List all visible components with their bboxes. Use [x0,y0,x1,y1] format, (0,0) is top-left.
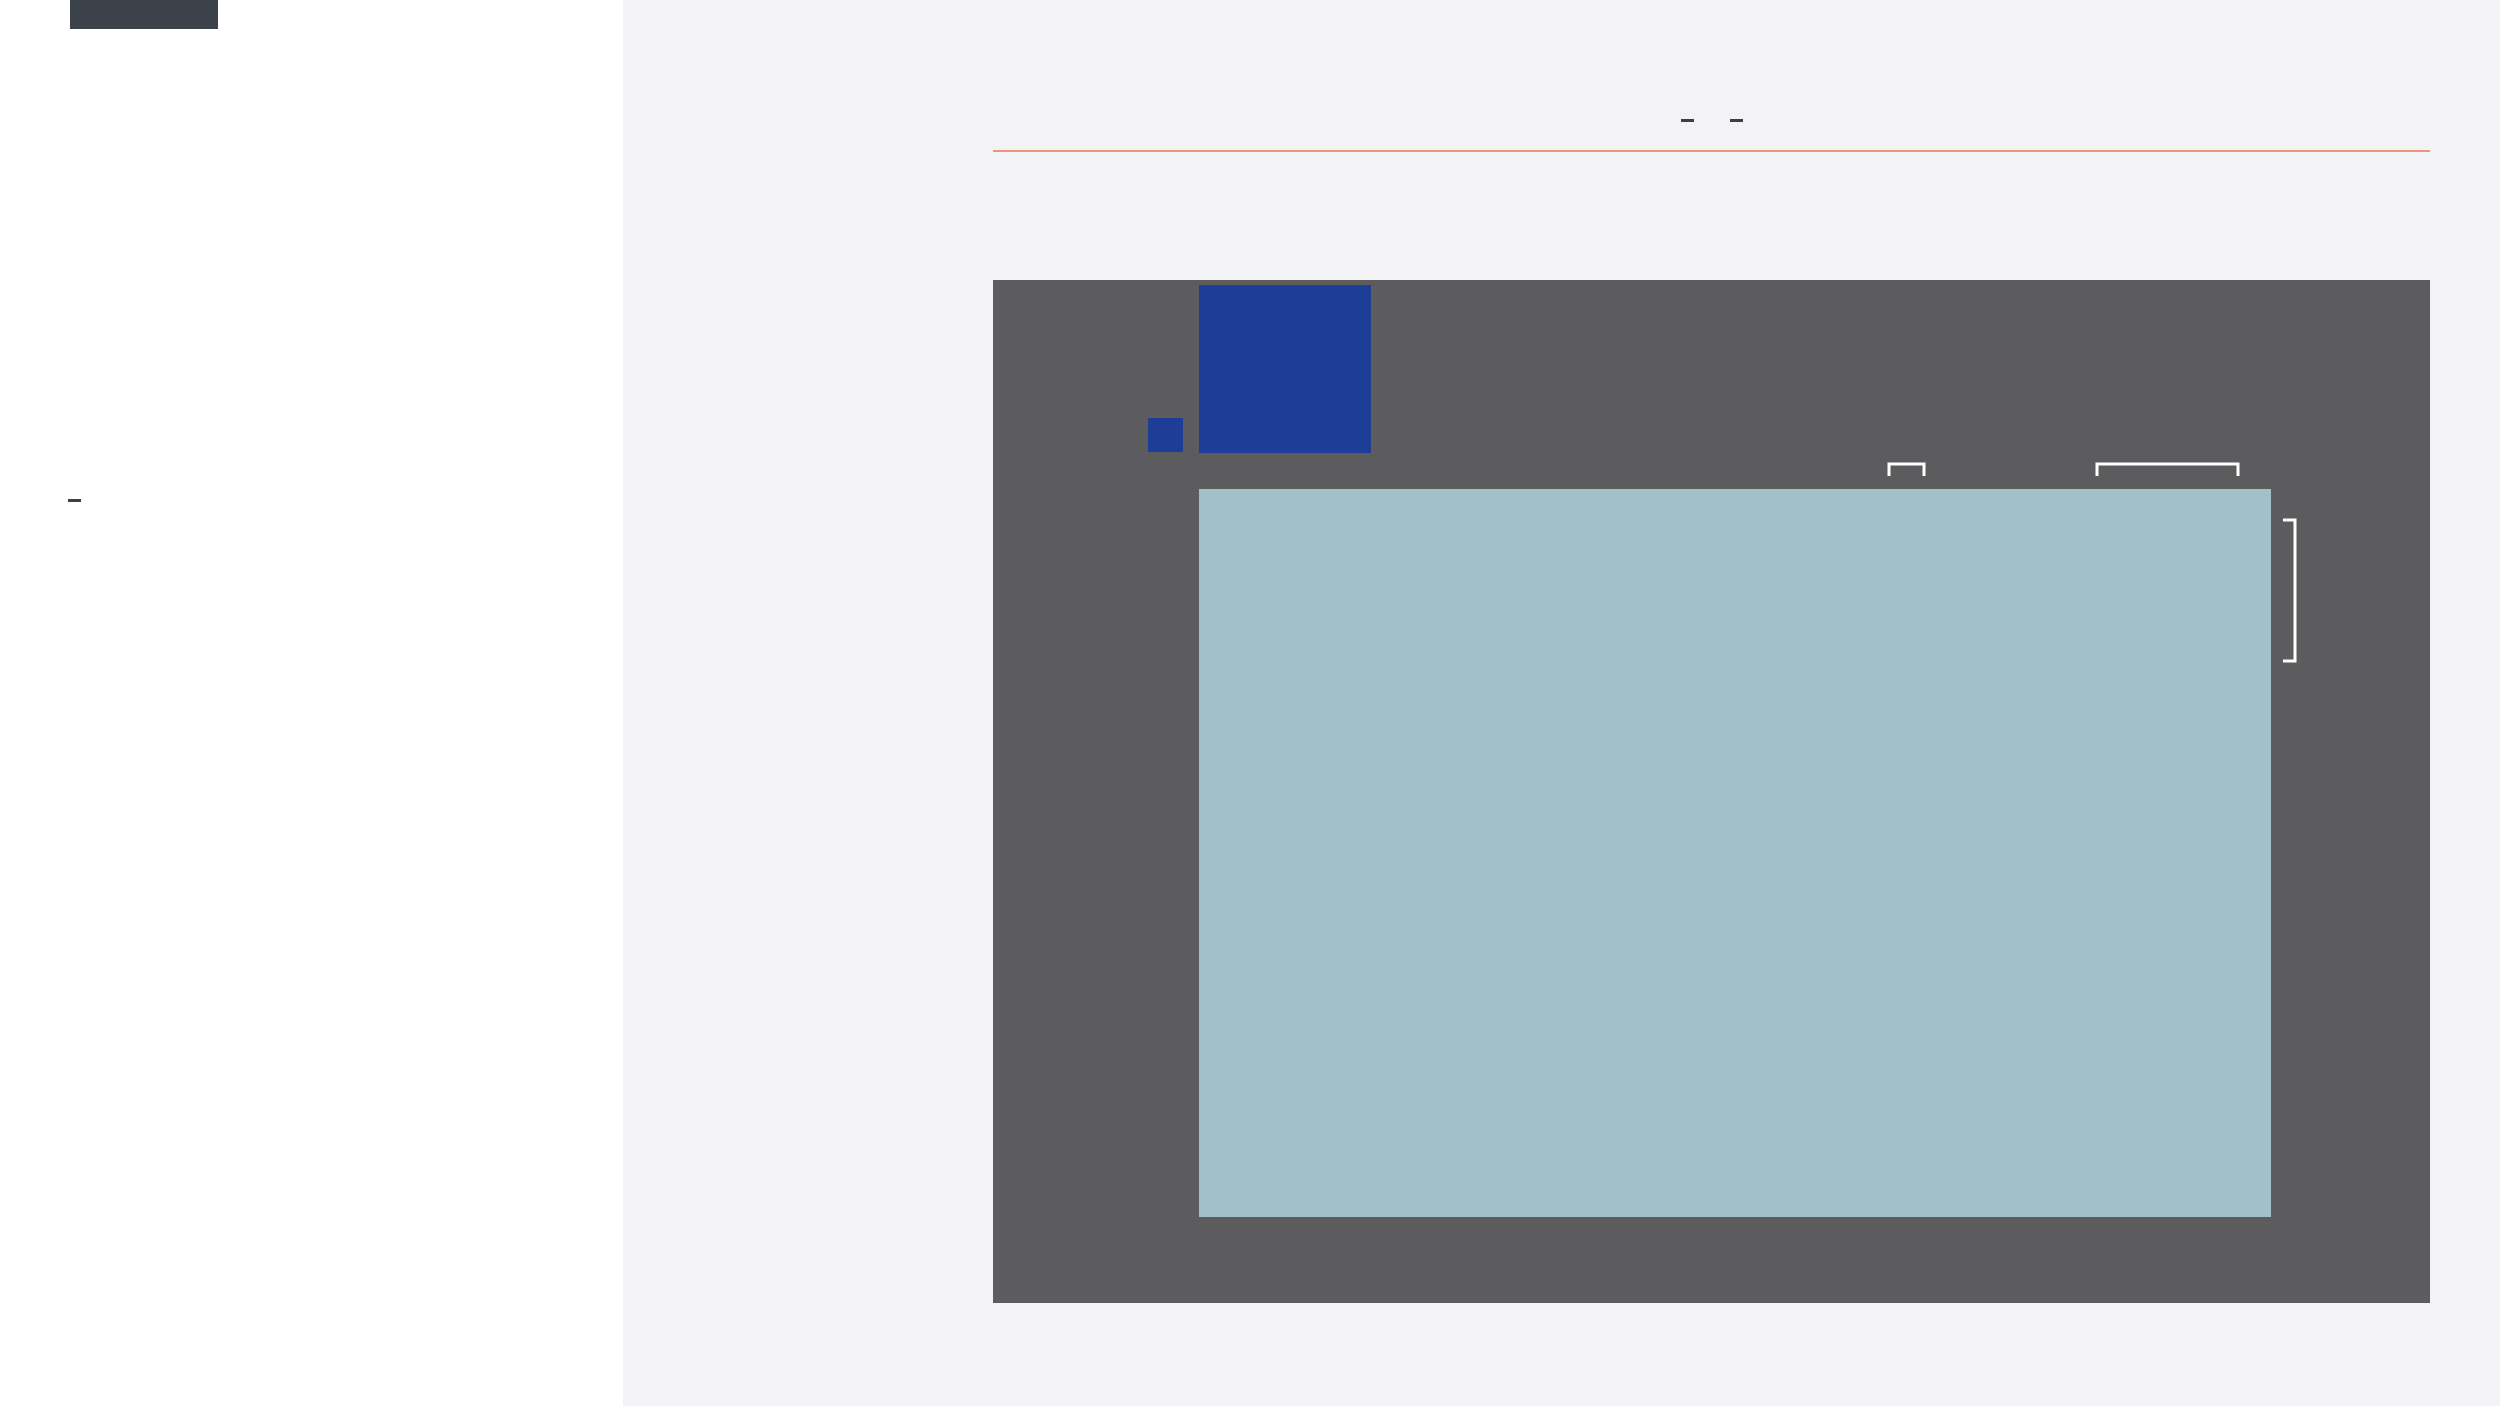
header-rule [993,150,2430,152]
left-panel [0,0,623,1406]
single-plus-module [1148,418,1183,452]
dash-icon [1681,119,1694,122]
example-module [1199,285,1371,453]
section-tab-marker [70,0,218,29]
plus-pattern-grid-diagram [993,280,2430,1303]
dash-icon [68,499,81,502]
pattern-area [1199,489,2271,1217]
figure-header [993,108,2430,134]
page-subtitle [68,488,97,514]
dash-icon [1730,119,1743,122]
